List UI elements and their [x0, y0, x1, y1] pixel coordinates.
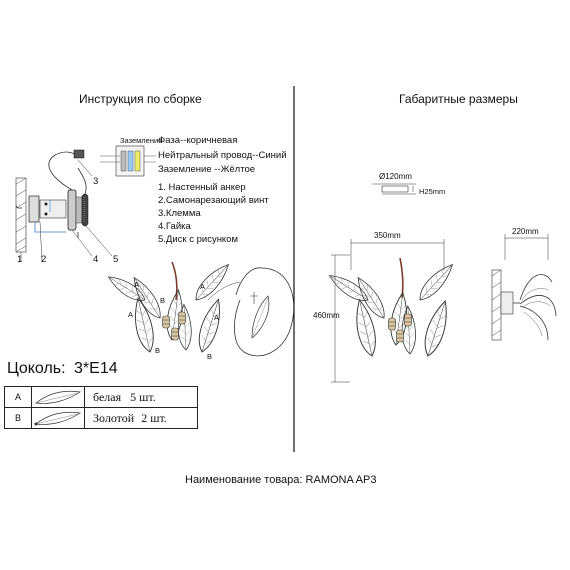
variant-unit: шт.: [150, 410, 167, 425]
leaf-mark: A: [134, 280, 140, 289]
width-label: 350mm: [374, 231, 401, 240]
depth-label: 220mm: [512, 227, 539, 236]
variant-code: B: [5, 408, 32, 429]
wire-ground-label: Заземление --Жёлтое: [158, 164, 256, 175]
parts-item-4: 4.Гайка: [158, 221, 191, 232]
leaf-mark: A: [128, 310, 134, 319]
product-name-label: Наименование товара:: [185, 474, 303, 486]
assembly-title: Инструкция по сборке: [79, 92, 202, 106]
canopy-diagram: [372, 184, 416, 194]
side-view-diagram: [492, 234, 556, 340]
product-name-line: [185, 474, 376, 486]
variant-name: белая: [93, 389, 122, 404]
callout-5: 5: [113, 254, 119, 265]
canopy-height-label: H25mm: [419, 187, 446, 196]
leaf-mark: A: [200, 282, 206, 291]
base-value: 3*E14: [74, 360, 118, 377]
variant-count: 5: [130, 389, 137, 404]
variant-table: [4, 386, 198, 429]
variant-description: [85, 387, 198, 408]
assembled-lamp-left: [105, 259, 233, 354]
parts-item-2: 2.Самонарезающий винт: [158, 195, 269, 206]
wire-neutral-label: Нейтральный провод--Синий: [158, 150, 287, 161]
callout-1: 1: [17, 254, 23, 265]
variant-picture: [32, 408, 85, 429]
parts-item-3: 3.Клемма: [158, 208, 201, 219]
wire-phase-label: Фаза--коричневая: [158, 135, 238, 146]
dimensions-title: Габаритные размеры: [399, 92, 518, 106]
variant-description: [85, 408, 198, 429]
leaf-mark: A: [214, 313, 220, 322]
table-row: [5, 387, 198, 408]
canopy-diameter-label: Ø120mm: [379, 172, 412, 181]
table-row: [5, 408, 198, 429]
height-label: 460mm: [313, 311, 340, 320]
front-view-diagram: [326, 239, 457, 382]
callout-3: 3: [93, 176, 99, 187]
leaf-mark: B: [160, 296, 166, 305]
variant-picture: [32, 387, 85, 408]
callout-4: 4: [93, 254, 99, 265]
variant-code: A: [5, 387, 32, 408]
leaf-mark: B: [155, 346, 161, 355]
wall-mount-diagram: [16, 150, 112, 262]
parts-item-5: 5.Диск с рисунком: [158, 234, 239, 245]
terminal-block-diagram: [100, 146, 156, 176]
terminal-ground-header: Заземление: [120, 136, 163, 145]
leaf-mark: B: [207, 352, 213, 361]
callout-2: 2: [41, 254, 47, 265]
base-label-text: Цоколь:: [7, 360, 66, 377]
variant-unit: шт.: [139, 389, 156, 404]
product-name: RAMONA AP3: [305, 474, 377, 486]
base-label: [7, 360, 118, 378]
variant-name: Золотой: [93, 410, 135, 425]
variant-count: 2: [141, 410, 148, 425]
parts-item-1: 1. Настенный анкер: [158, 182, 246, 193]
